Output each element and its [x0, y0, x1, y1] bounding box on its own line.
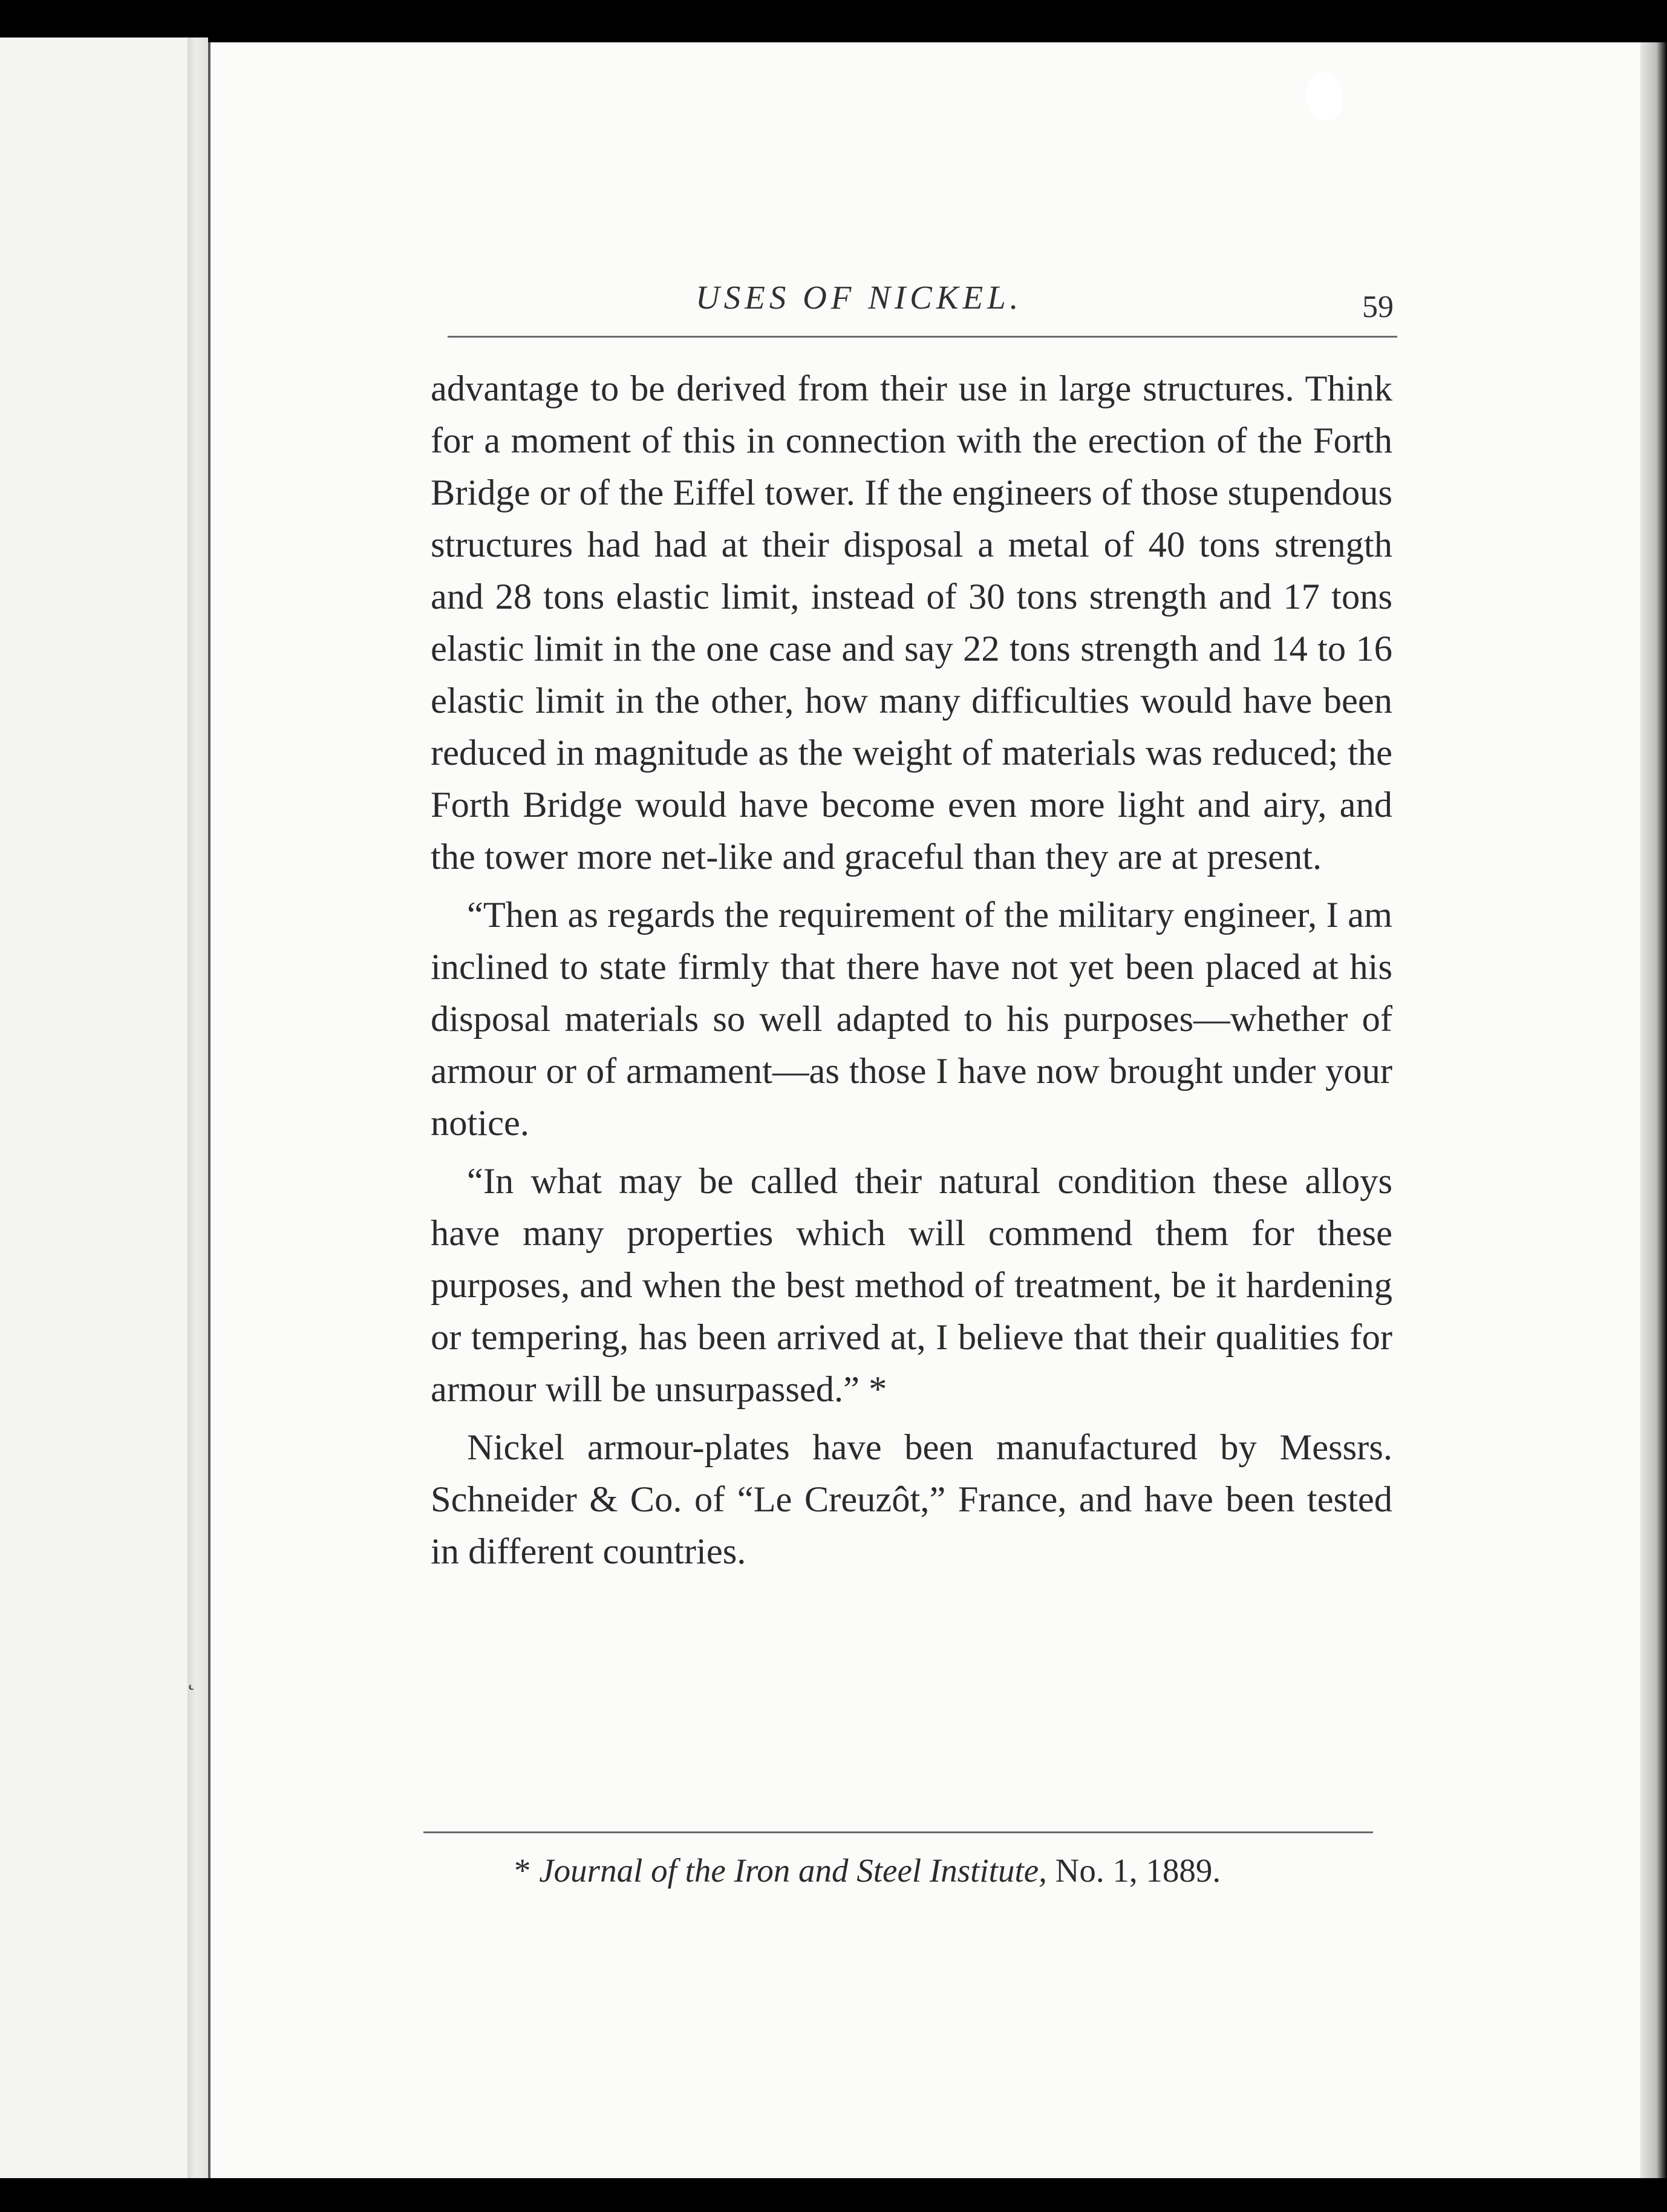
footnote-source-title: Journal of the Iron and Steel Institute,: [539, 1852, 1047, 1889]
scan-bottom-border: [0, 2178, 1667, 2212]
page-number: 59: [1362, 290, 1394, 324]
facing-page: [0, 38, 189, 2185]
paragraph: Nickel armour-plates have been manufactured by Messrs. Schneider & Co. of “Le Creuzôt,” France, and have been tested in different countries.: [431, 1427, 1392, 1572]
footnote-issue: No. 1, 1889.: [1046, 1852, 1221, 1889]
scan-top-border: [0, 0, 1667, 42]
footnote-marker: *: [514, 1852, 540, 1889]
footnote-rule: [423, 1831, 1373, 1833]
margin-mark: ˛: [188, 1663, 196, 1690]
paragraph: “Then as regards the requirement of the military engineer, I am inclined to state firmly that there have not yet been placed at his disposal materials so well adapted to his purposes—whether of armour or of armament—as those I have now brought under your notice.: [431, 895, 1392, 1144]
footnote: [514, 1851, 1221, 1890]
book-gutter: [188, 38, 208, 2185]
body-text: [431, 363, 1392, 1578]
page-edge-shadow: [1640, 42, 1667, 2212]
paragraph: “In what may be called their natural condition these alloys have many properties which will commend them for these purposes, and when the best method of treatment, be it hardening or tempering, has been arrived at, I believe that their qualities for armour will be unsurpassed.” *: [431, 1161, 1392, 1410]
header-rule: [448, 336, 1397, 338]
running-head: USES OF NICKEL.: [696, 279, 1023, 316]
paragraph: advantage to be derived from their use in large structures. Think for a moment of this in connection with the erection of the Forth Bridge or of the Eiffel tower. If the engineers of those stupendous structures had had at their disposal a metal of 40 tons strength and 28 tons elastic limit, instead of 30 tons strength and 17 tons elastic limit in the one case and say 22 tons strength and 14 to 16 elastic limit in the other, how many difficulties would have been reduced in magnitude as the weight of materials was reduced; the Forth Bridge would have become even more light and airy, and the tower more net-like and graceful than they are at present.: [431, 368, 1392, 877]
